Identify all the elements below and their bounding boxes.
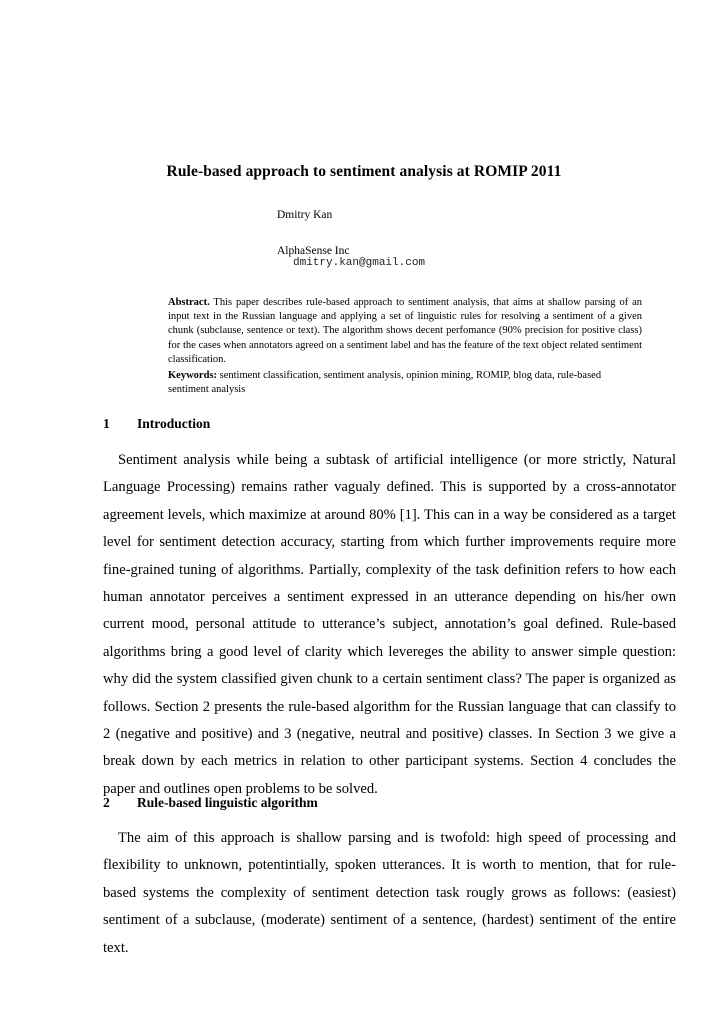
rule-based-paragraph: The aim of this approach is shallow parsing and is twofold: high speed of processing and flexibility to unknown, potentintially, spoken utterances. It is worth to mention, that for rule-based systems the complexity of sentiment detection task rougly grows as follows: (easiest) sentiment of a subclause, (moderate) sentiment of a sentence, (hardest) sentiment of the entire text. (103, 830, 676, 956)
abstract-text: This paper describes rule-based approach to sentiment analysis, that aims at shallow parsing of an input text in the Russian language and applying a set of linguistic rules for resolving a sentiment of a given chunk (subclause, sentence or text). The algorithm shows decent perfomance (90% precision for positive class) for the cases when annotators agreed on a sentiment label and has the feature of the text object related sentiment classification. (168, 297, 642, 365)
author-affiliation: AlphaSense Inc (277, 245, 350, 257)
abstract (168, 296, 642, 367)
section-heading-rule-based (103, 795, 318, 811)
section-title: Rule-based linguistic algorithm (137, 795, 318, 810)
paper-title: Rule-based approach to sentiment analysis at ROMIP 2011 (166, 163, 562, 180)
keywords-label: Keywords: (168, 370, 217, 381)
section-title: Introduction (137, 416, 211, 431)
section-heading-introduction (103, 416, 210, 432)
introduction-paragraph: Sentiment analysis while being a subtask of artificial intelligence (or more strictly, Natural Language Processing) remains rather vagualy defined. This is supported by a cross-annotator agreement levels, which maximize at around 80% [1]. This can in a way be considered as a target level for sentiment detection accuracy, starting from which further improvements require more fine-grained tuning of algorithms. Partially, complexity of the task definition refers to how each human annotator perceives a sentiment expressed in an utterance depending on his/her own current mood, personal attitude to utterance’s subject, annotation’s goal defined. Rule-based algorithms bring a good level of clarity which levereges the ability to answer simple question: why did the system classified given chunk to a certain sentiment class? The paper is organized as follows. Section 2 presents the rule-based algorithm for the Russian language that can classify to 2 (negative and positive) and 3 (negative, neutral and positive) classes. In Section 3 we give a break down by each metrics in relation to other participant systems. Section 4 concludes the paper and outlines open problems to be solved. (103, 452, 676, 797)
section-number: 1 (103, 416, 110, 431)
author-name: Dmitry Kan (277, 209, 333, 221)
keywords-text: sentiment classification, sentiment analysis, opinion mining, ROMIP, blog data, rule-based sentiment analysis (168, 370, 602, 396)
abstract-label: Abstract. (168, 297, 210, 308)
section-number: 2 (103, 795, 110, 810)
keywords (168, 369, 642, 397)
author-email: dmitry.kan@gmail.com (293, 257, 426, 269)
